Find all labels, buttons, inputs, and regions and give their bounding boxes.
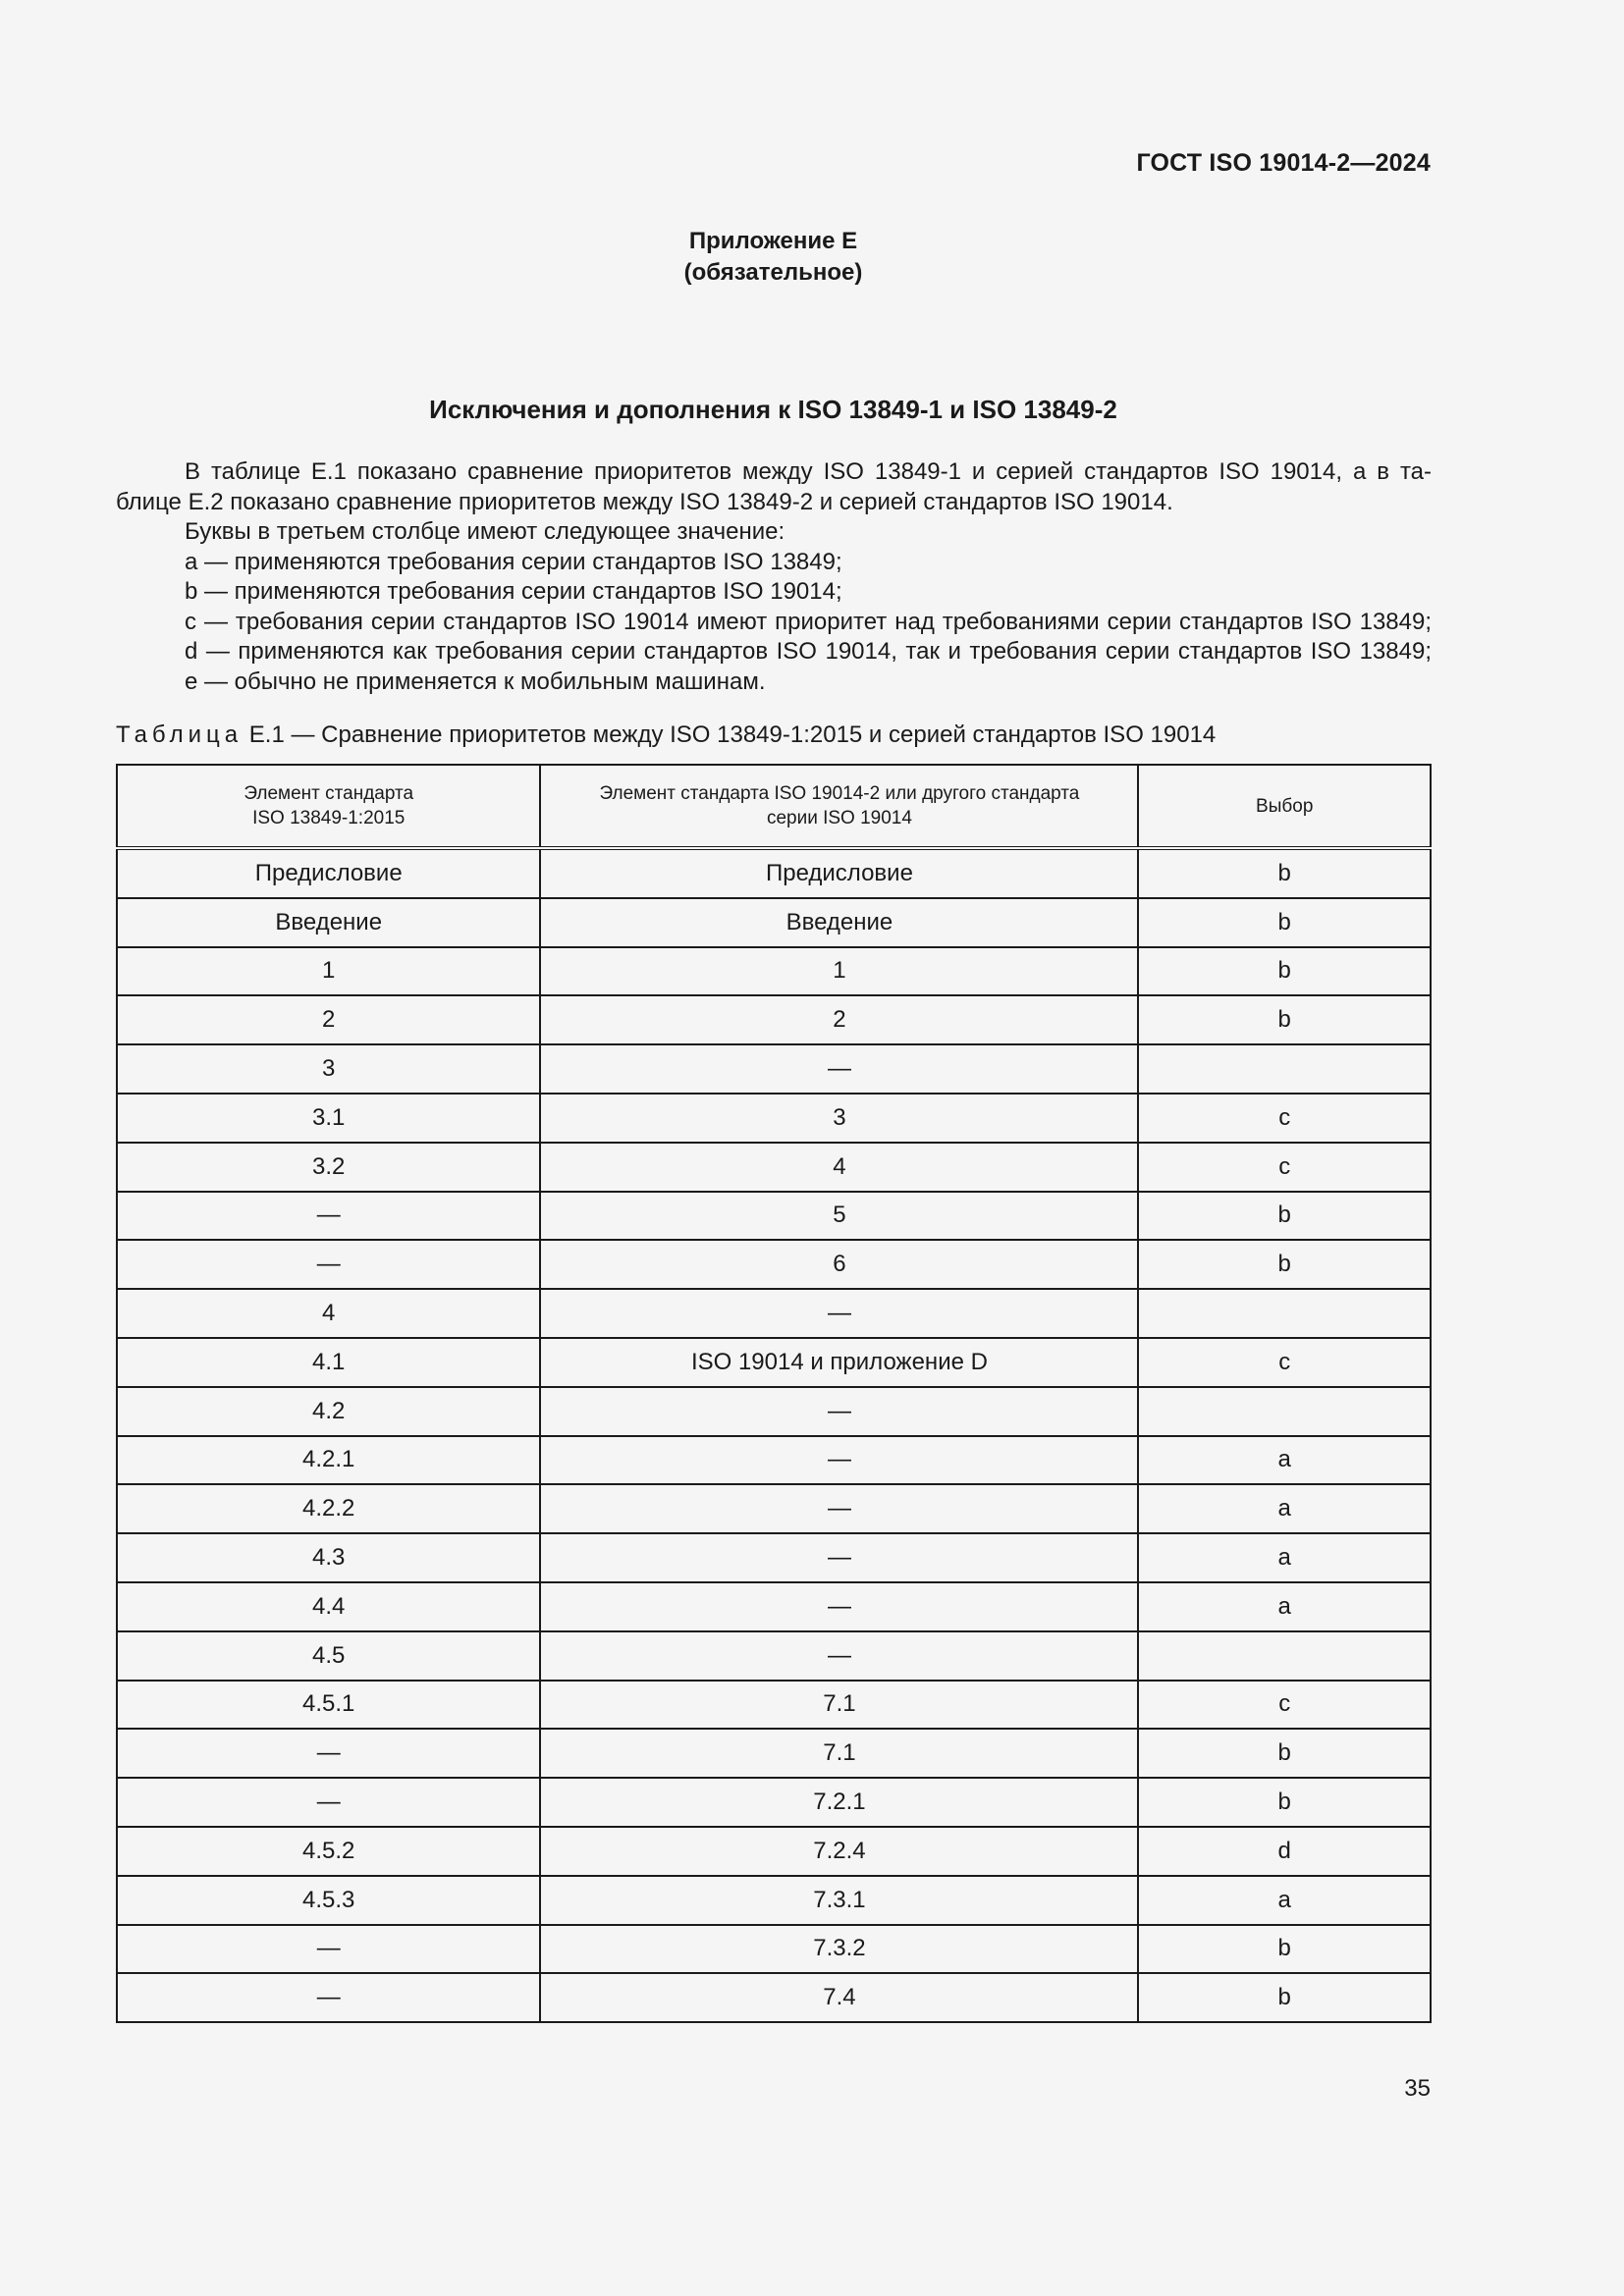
cell-choice xyxy=(1138,1387,1431,1436)
table-caption-label: Таблица xyxy=(116,721,244,748)
cell-choice: b xyxy=(1138,1729,1431,1778)
cell-iso13849-element: — xyxy=(117,1240,540,1289)
cell-iso19014-element: 6 xyxy=(540,1240,1138,1289)
cell-iso13849-element: 3.2 xyxy=(117,1143,540,1192)
cell-choice: a xyxy=(1138,1484,1431,1533)
table-row xyxy=(117,1436,1431,1485)
table-row xyxy=(117,995,1431,1044)
table-row xyxy=(117,1827,1431,1876)
intro-text xyxy=(116,457,1432,697)
cell-choice xyxy=(1138,1044,1431,1094)
cell-iso13849-element: 3 xyxy=(117,1044,540,1094)
header-line: ISO 13849-1:2015 xyxy=(252,808,406,828)
cell-iso13849-element: — xyxy=(117,1973,540,2022)
table-row xyxy=(117,1925,1431,1974)
cell-choice: d xyxy=(1138,1827,1431,1876)
intro-paragraph-line1: В таблице Е.1 показано сравнение приоритетов между ISO 13849-1 и серией стандартов ISO 19014, а в та- xyxy=(185,458,1432,485)
table-row xyxy=(117,1044,1431,1094)
cell-iso19014-element: Введение xyxy=(540,898,1138,947)
cell-iso19014-element: — xyxy=(540,1533,1138,1582)
cell-iso19014-element: — xyxy=(540,1631,1138,1681)
table-caption xyxy=(116,721,1216,749)
cell-iso19014-element: 7.1 xyxy=(540,1729,1138,1778)
cell-choice: a xyxy=(1138,1533,1431,1582)
cell-iso13849-element: 4.5.2 xyxy=(117,1827,540,1876)
table-row xyxy=(117,898,1431,947)
header-line: Элемент стандарта xyxy=(244,783,414,804)
legend-item-b: b — применяются требования серии стандартов ISO 19014; xyxy=(185,578,842,605)
cell-iso13849-element: 4.5.3 xyxy=(117,1876,540,1925)
page-number: 35 xyxy=(1404,2075,1431,2102)
table-row xyxy=(117,848,1431,898)
cell-iso13849-element: 4.5 xyxy=(117,1631,540,1681)
cell-iso13849-element: 4.5.1 xyxy=(117,1681,540,1730)
cell-choice: b xyxy=(1138,1240,1431,1289)
table-row xyxy=(117,1192,1431,1241)
cell-iso19014-element: 4 xyxy=(540,1143,1138,1192)
cell-choice xyxy=(1138,1289,1431,1338)
table-row xyxy=(117,1729,1431,1778)
cell-choice: b xyxy=(1138,995,1431,1044)
table-row xyxy=(117,1582,1431,1631)
table-row xyxy=(117,1143,1431,1192)
cell-choice: b xyxy=(1138,1925,1431,1974)
letters-intro: Буквы в третьем столбце имеют следующее значение: xyxy=(185,518,785,545)
cell-iso13849-element: — xyxy=(117,1729,540,1778)
table-row xyxy=(117,1876,1431,1925)
cell-choice xyxy=(1138,1631,1431,1681)
legend-item-c: c — требования серии стандартов ISO 19014 имеют приоритет над требованиями серии стандартов ISO 13849; xyxy=(185,608,1432,635)
header-iso19014-element xyxy=(540,765,1138,848)
appendix-heading xyxy=(0,226,1546,289)
cell-choice: a xyxy=(1138,1876,1431,1925)
cell-iso19014-element: — xyxy=(540,1582,1138,1631)
cell-iso13849-element: 4.2.1 xyxy=(117,1436,540,1485)
cell-choice: b xyxy=(1138,898,1431,947)
cell-iso19014-element: — xyxy=(540,1044,1138,1094)
cell-iso13849-element: 4.2 xyxy=(117,1387,540,1436)
section-title: Исключения и дополнения к ISO 13849-1 и ISO 13849-2 xyxy=(429,395,1117,424)
header-line: Выбор xyxy=(1256,795,1314,817)
cell-choice: b xyxy=(1138,1973,1431,2022)
table-row xyxy=(117,1484,1431,1533)
cell-iso13849-element: 3.1 xyxy=(117,1094,540,1143)
cell-iso19014-element: ISO 19014 и приложение D xyxy=(540,1338,1138,1387)
table-body xyxy=(117,848,1431,2022)
intro-paragraph-line2: блице Е.2 показано сравнение приоритетов между ISO 13849-2 и серией стандартов ISO 19014. xyxy=(116,488,1173,515)
table-row xyxy=(117,1533,1431,1582)
table-row xyxy=(117,1338,1431,1387)
table-row xyxy=(117,1778,1431,1827)
cell-iso13849-element: — xyxy=(117,1925,540,1974)
cell-iso13849-element: — xyxy=(117,1192,540,1241)
cell-choice: b xyxy=(1138,947,1431,996)
legend-item-e: e — обычно не применяется к мобильным машинам. xyxy=(185,667,766,695)
cell-iso19014-element: 7.4 xyxy=(540,1973,1138,2022)
table-row xyxy=(117,947,1431,996)
cell-choice: c xyxy=(1138,1143,1431,1192)
cell-iso19014-element: 7.2.1 xyxy=(540,1778,1138,1827)
cell-iso13849-element: 4.4 xyxy=(117,1582,540,1631)
cell-choice: b xyxy=(1138,1778,1431,1827)
cell-iso19014-element: 7.3.2 xyxy=(540,1925,1138,1974)
header-line: Элемент стандарта ISO 19014-2 или другого стандарта xyxy=(599,783,1080,804)
table-row xyxy=(117,1631,1431,1681)
cell-choice: b xyxy=(1138,848,1431,898)
table-row xyxy=(117,1681,1431,1730)
cell-iso13849-element: 1 xyxy=(117,947,540,996)
cell-iso13849-element: Предисловие xyxy=(117,848,540,898)
cell-iso19014-element: 1 xyxy=(540,947,1138,996)
cell-iso13849-element: 4.1 xyxy=(117,1338,540,1387)
cell-iso19014-element: 7.3.1 xyxy=(540,1876,1138,1925)
cell-iso19014-element: — xyxy=(540,1436,1138,1485)
cell-choice: c xyxy=(1138,1681,1431,1730)
header-choice xyxy=(1138,765,1431,848)
cell-iso19014-element: 7.1 xyxy=(540,1681,1138,1730)
table-row xyxy=(117,1094,1431,1143)
cell-iso19014-element: — xyxy=(540,1289,1138,1338)
cell-iso13849-element: 4.3 xyxy=(117,1533,540,1582)
cell-iso13849-element: 4 xyxy=(117,1289,540,1338)
comparison-table xyxy=(116,764,1432,2023)
cell-iso19014-element: 7.2.4 xyxy=(540,1827,1138,1876)
table-row xyxy=(117,1387,1431,1436)
table-row xyxy=(117,1240,1431,1289)
table-row xyxy=(117,1289,1431,1338)
cell-iso13849-element: Введение xyxy=(117,898,540,947)
cell-iso19014-element: — xyxy=(540,1484,1138,1533)
appendix-title: Приложение Е xyxy=(688,228,858,254)
cell-choice: c xyxy=(1138,1094,1431,1143)
cell-iso13849-element: — xyxy=(117,1778,540,1827)
document-code: ГОСТ ISO 19014-2—2024 xyxy=(1136,149,1431,177)
cell-iso19014-element: — xyxy=(540,1387,1138,1436)
appendix-status: (обязательное) xyxy=(683,259,863,286)
legend-item-a: a — применяются требования серии стандартов ISO 13849; xyxy=(185,548,842,575)
cell-choice: a xyxy=(1138,1436,1431,1485)
cell-choice: a xyxy=(1138,1582,1431,1631)
cell-iso13849-element: 2 xyxy=(117,995,540,1044)
header-line: серии ISO 19014 xyxy=(766,808,912,828)
cell-choice: b xyxy=(1138,1192,1431,1241)
cell-choice: c xyxy=(1138,1338,1431,1387)
legend-item-d: d — применяются как требования серии стандартов ISO 19014, так и требования серии стандартов ISO 13849; xyxy=(185,638,1432,665)
cell-iso19014-element: Предисловие xyxy=(540,848,1138,898)
cell-iso13849-element: 4.2.2 xyxy=(117,1484,540,1533)
table-row xyxy=(117,1973,1431,2022)
cell-iso19014-element: 3 xyxy=(540,1094,1138,1143)
table-caption-text: Е.1 — Сравнение приоритетов между ISO 13849-1:2015 и серией стандартов ISO 19014 xyxy=(248,721,1217,748)
header-iso13849-element xyxy=(117,765,540,848)
table-header-row xyxy=(117,765,1431,848)
cell-iso19014-element: 5 xyxy=(540,1192,1138,1241)
cell-iso19014-element: 2 xyxy=(540,995,1138,1044)
